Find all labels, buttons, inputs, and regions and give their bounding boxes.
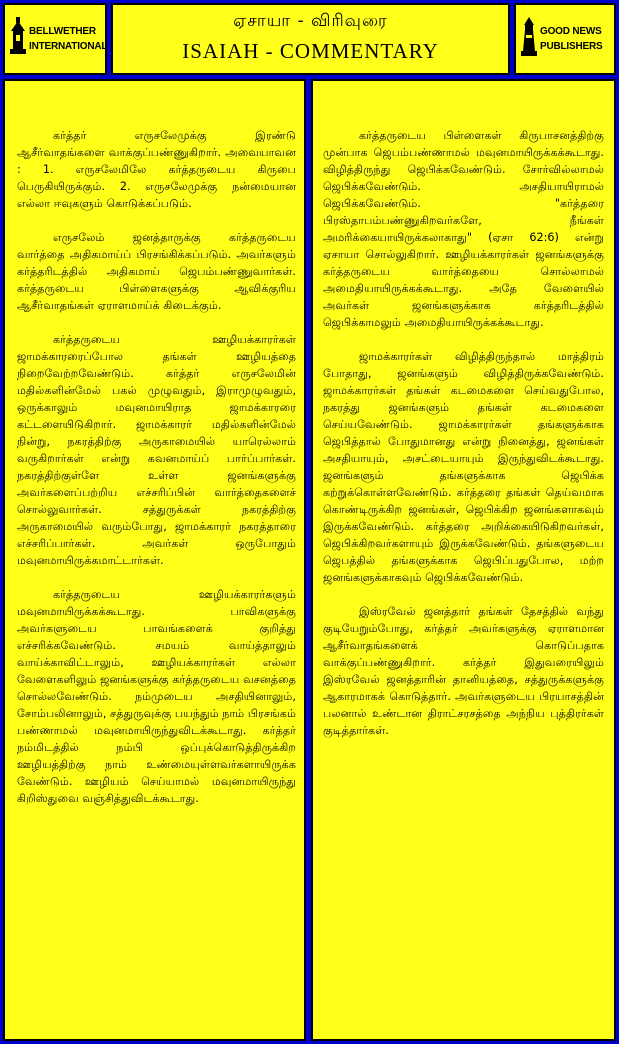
bellwether-logo	[3, 3, 107, 75]
right-paragraph-1: கர்த்தருடைய பிள்ளைகள் கிருபாசனத்திற்கு முன்பாக ஜெபம்பண்ணாமல் மவுனமாயிருக்கக்கூடாது. விழித்திருந்து ஜெபிக்கவேண்டும். சோர்வில்லாமல் ஜெபிக்கவேண்டும். அசதியாயிராமல் ஜெபிக்கவேண்டும். "கர்த்தரை பிரஸ்தாபம்பண்ணுகிறவர்களே, நீங்கள் அமரிக்கையாயிருக்கலாகாது" (ஏசா 62:6) என்று ஏசாயா சொல்லுகிறார். ஊழியக்காரர்கள் ஜனங்களுக்கு கர்த்தருடைய வார்த்தையை சொல்லாமல் அமைதியாயிருக்கக்கூடாது. அதே வேளையில் அவர்கள் ஜனங்களுக்காக கர்த்தரிடத்தில் ஜெபிக்காமலும் அமைதியாயிருக்கக்கூடாது.	[323, 129, 604, 329]
logo-right-line2: PUBLISHERS	[540, 41, 603, 52]
logo-left-line1: BELLWETHER	[29, 26, 96, 37]
left-paragraph-4: கர்த்தருடைய ஊழியக்காரர்களும் மவுனமாயிருக்கக்கூடாது. பாவிகளுக்கு அவர்களுடைய பாவங்களைக் குறித்து எச்சரிக்கவேண்டும். சமயம் வாய்த்தாலும் வாய்க்காவிட்டாலும், ஊழியக்காரர்கள் எல்லா வேளைகளிலும் ஜனங்களுக்கு கர்த்தருடைய வசனத்தை சொல்லவேண்டும். நம்முடைய அசதியினாலும், சோம்பலினாலும், சத்துருவுக்கு பயந்தும் நாம் பிரசங்கம் பண்ணாமல் மவுனமாயிருந்துவிடக்கூடாது. கர்த்தர் நம்மிடத்தில் நம்பி ஒப்புக்கொடுத்திருக்கிற ஊழியத்திற்கு நாம் உண்மையுள்ளவர்களாயிருக்க வேண்டும். ஊழியம் செய்யாமல் மவுனமாயிருந்து கிறிஸ்துவை வஞ்சித்துவிடக்கூடாது.	[17, 588, 296, 805]
logo-left-line2: INTERNATIONAL	[29, 41, 108, 52]
right-column	[311, 79, 616, 1041]
good-news-logo	[514, 3, 616, 75]
left-paragraph-1: கர்த்தர் எருசலேமுக்கு இரண்டு ஆசீர்வாதங்களை வாக்குப்பண்ணுகிறார். அவையாவன : 1. எருசலேமிலே கர்த்தருடைய கிருபை பெருகியிருக்கும். 2. எருசலேமுக்கு நன்மையான எல்லா ஈவுகளும் கொடுக்கப்படும்.	[17, 129, 296, 210]
right-paragraph-3: இஸ்ரவேல் ஜனத்தார் தங்கள் தேசத்தில் வந்து குடியேறும்போது, கர்த்தர் அவர்களுக்கு ஏராளமான ஆசீர்வாதங்களைக் கொடுப்பதாக வாக்குப்பண்ணுகிறார். கர்த்தர் இதுவரையிலும் இஸ்ரவேல் ஜனத்தாரின் தானியத்தை, சத்துருக்களுக்கு ஆகாரமாகக் கொடுத்தார். அவர்களுடைய பிரயாசத்தின் பலனால் உண்டான திராட்சரசத்தை அந்நிய புத்திரர்கள் குடித்தார்கள்.	[323, 605, 604, 737]
header-title-english: ISAIAH - COMMENTARY	[182, 39, 439, 63]
bell-tower-icon	[9, 17, 27, 61]
left-paragraph-3: கர்த்தருடைய ஊழியக்காரர்கள் ஜாமக்காரரைப்போல தங்கள் ஊழியத்தை நிறைவேற்றவேண்டும். கர்த்தர் எருசலேமின் மதில்களின்மேல் பகல் முழுவதும், இராமுழுவதும், ஒருக்காலும் மவுனமாயிராத ஜாமக்காரரை கட்டளையிடுகிறார். ஜாமக்காரர் மதில்களின்மேல் நின்று, நகரத்திற்கு அருகாமையில் யாரெல்லாம் வருகிறார்கள் என்று கவனமாய்ப் பார்ப்பார்கள். நகரத்திற்குள்ளே உள்ள ஜனங்களுக்கு அவர்களைப்பற்றிய எச்சரிப்பின் வார்த்தைகளைச் சொல்லுவார்கள். சத்துருக்கள் நகரத்திற்கு அருகாமையில் வரும்போது, ஜாமக்காரர் நகரத்தாரை எச்சரிப்பார்கள். அவர்கள் ஒருபோதும் மவுனமாயிருக்கமாட்டார்கள்.	[17, 333, 296, 567]
logo-right-line1: GOOD NEWS	[540, 26, 602, 37]
right-paragraph-2: ஜாமக்காரர்கள் விழித்திருந்தால் மாத்திரம் போதாது, ஜனங்களும் விழித்திருக்கவேண்டும். ஜாமக்காரர்கள் தங்கள் கடமைகளை செய்வதுபோல, நகரத்து ஜனங்களும் தங்கள் கடமைகளை செய்யவேண்டும். ஜாமக்காரர்கள் தங்களுக்காக ஜெபித்தால் போதுமானது என்று நினைத்து, ஜனங்கள் அசதியாயும், அசட்டையாயும் இருந்துவிடக்கூடாது. ஜனங்களும் தங்களுக்காக ஜெபிக்க கற்றுக்கொள்ளவேண்டும். கர்த்தரை தங்கள் தெய்வமாக கொண்டிருக்கிற ஜனங்கள், ஜெபிக்கிற ஜனங்களாகவும் இருக்கவேண்டும். கர்த்தரை அறிக்கையிடுகிறவர்கள், ஜெபிக்கிறவர்களாயும் இருக்கவேண்டும். தங்களுடைய ஜெபத்தில் தங்களுக்காக ஜெபிப்பதுபோல, மற்ற ஜனங்களுக்காகவும் ஜெபிக்கவேண்டும்.	[323, 350, 604, 584]
header-title-tamil: ஏசாயா - விரிவுரை	[233, 11, 388, 31]
lighthouse-icon	[520, 17, 538, 61]
left-paragraph-2: எருசலேம் ஜனத்தாருக்கு கர்த்தருடைய வார்த்தை அதிகமாய்ப் பிரசங்கிக்கப்படும். அவர்களும் கர்த்தரிடத்தில் அதிகமாய் ஜெபம்பண்ணுவார்கள். கர்த்தருடைய பிள்ளைகளுக்கு ஆவிக்குரிய ஆசீர்வாதங்கள் ஏராளமாய்க் கிடைக்கும்.	[17, 231, 296, 312]
page-header	[111, 3, 510, 75]
left-column	[3, 79, 306, 1041]
